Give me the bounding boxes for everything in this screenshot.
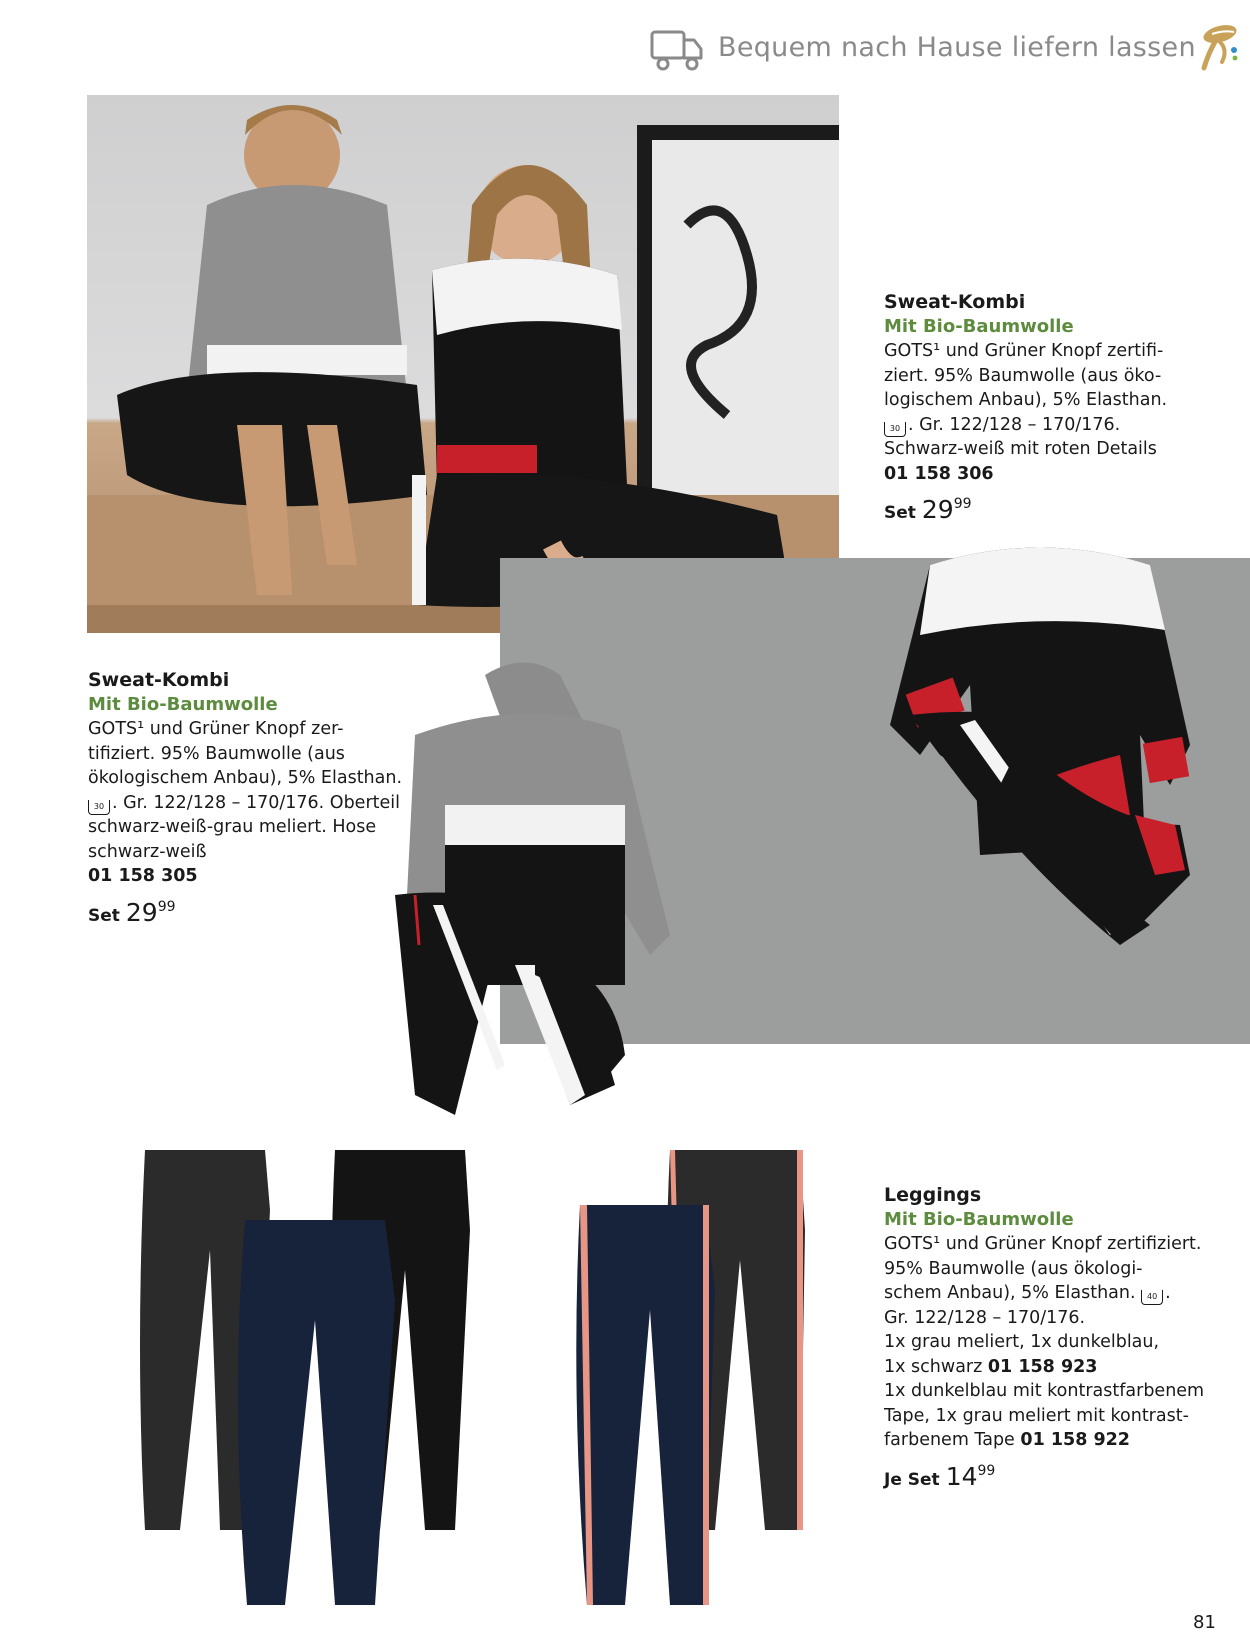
care-line [884,413,1244,438]
wash-40-icon: 40 [1141,1290,1163,1305]
product-color: schwarz-weiß [88,841,207,862]
size-range: . Gr. 122/128 – 170/176. Oberteil [112,792,400,813]
punctuation: . [1165,1283,1171,1303]
product-color: 1x grau meliert, 1x dunkelblau, [884,1332,1160,1352]
product-title: Sweat-Kombi [88,669,230,691]
price-label: Je Set [884,1469,940,1490]
product-desc-line: logischem Anbau), 5% Elasthan. [884,390,1168,410]
wash-30-icon: 30 [88,800,110,815]
price-main: 29 [125,897,158,927]
price-cents: 99 [157,898,176,915]
leggings-set-tape-image [575,1150,815,1610]
sweat-kombi-black-white-red-image [880,525,1200,985]
price-main: 29 [921,495,954,524]
product-desc-line: ziert. 95% Baumwolle (aus öko- [884,365,1162,386]
delivery-slogan: Bequem nach Hause liefern lassen [718,32,1196,63]
product-subtitle: Mit Bio-Baumwolle [884,315,1074,337]
product-color: 1x dunkelblau mit kontrastfarbenem [884,1381,1205,1401]
article-number: 01 158 306 [884,463,994,484]
product-desc-line: 95% Baumwolle (aus ökologi- [884,1258,1143,1279]
product-desc-line: ökologischem Anbau), 5% Elasthan. [88,768,403,788]
product-title: Leggings [884,1184,982,1206]
product-desc-line: schem Anbau), 5% Elasthan. [884,1283,1142,1303]
product-color-text: farbenem Tape [884,1430,1021,1450]
truck-icon [650,28,704,72]
price-cents: 99 [977,1462,996,1479]
tchibo-bean-logo-icon [1194,20,1240,72]
product-color [884,1428,1244,1453]
product-color: Schwarz-weiß mit roten Details [884,439,1157,459]
product-color: schwarz-weiß-grau meliert. Hose [88,817,377,837]
product-subtitle: Mit Bio-Baumwolle [88,693,278,715]
product-desc-line: GOTS¹ und Grüner Knopf zer- [88,719,344,739]
product-sweat-kombi-girls [884,290,1244,526]
price-label: Set [884,503,916,523]
price-label: Set [88,905,120,926]
product-color-text: 1x schwarz [884,1356,988,1377]
price [884,492,1244,526]
product-color [884,1355,1244,1380]
product-color: Tape, 1x grau meliert mit kontrast- [884,1405,1189,1426]
product-leggings [884,1183,1244,1492]
article-number: 01 158 922 [1020,1430,1130,1450]
price-main: 14 [945,1461,978,1491]
product-desc-line: GOTS¹ und Grüner Knopf zertifi- [884,341,1164,361]
product-title: Sweat-Kombi [884,291,1026,313]
lifestyle-photo-kids [87,95,839,633]
size-range: Gr. 122/128 – 170/176. [884,1307,1086,1328]
wash-30-icon: 30 [884,422,906,437]
page-header [650,20,1240,80]
price-cents: 99 [953,496,972,512]
sweat-kombi-grey-black-image [385,655,690,1140]
article-number: 01 158 305 [88,866,198,886]
article-number: 01 158 923 [987,1356,1098,1377]
size-range: . Gr. 122/128 – 170/176. [908,414,1121,435]
care-line [884,1281,1244,1306]
product-subtitle: Mit Bio-Baumwolle [884,1208,1074,1230]
product-desc-line: GOTS¹ und Grüner Knopf zertifiziert. [884,1234,1202,1254]
product-desc-line: tifiziert. 95% Baumwolle (aus [88,743,345,764]
leggings-set-plain-image [135,1150,475,1610]
price [884,1459,1244,1493]
page-number: 81 [1193,1612,1216,1633]
